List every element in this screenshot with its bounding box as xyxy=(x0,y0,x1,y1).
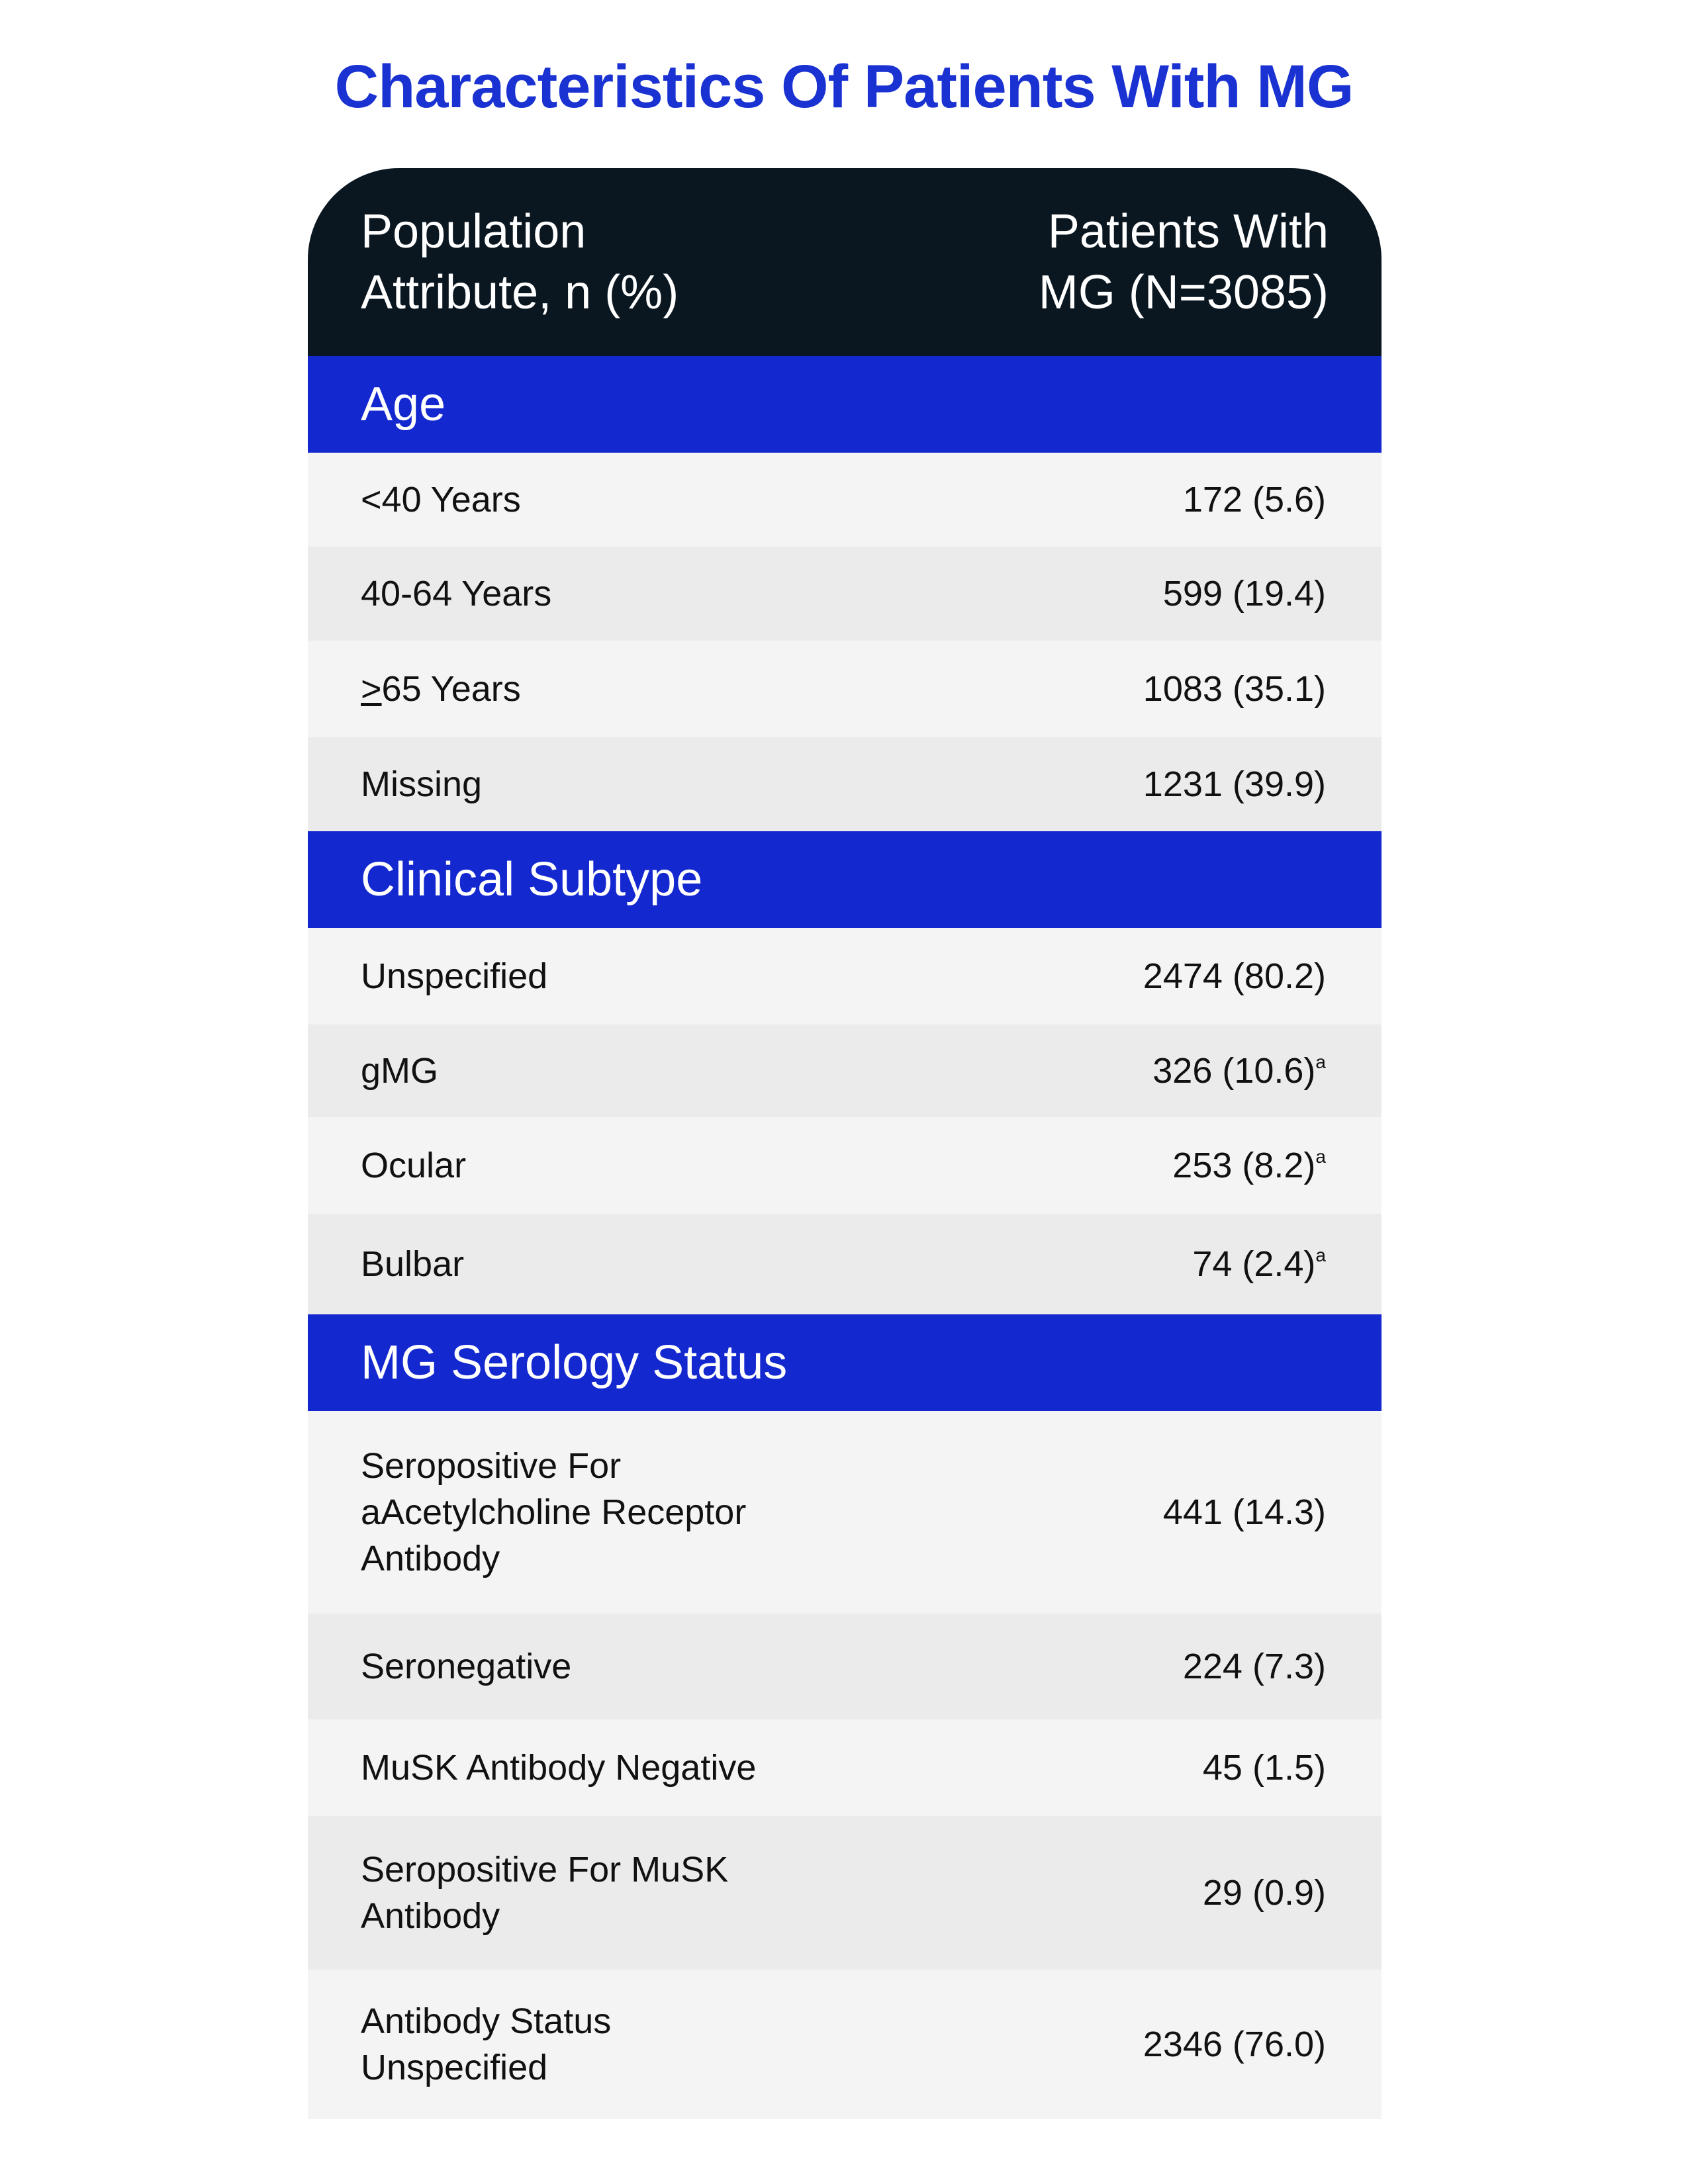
footnote-marker: a xyxy=(1315,1245,1326,1265)
footnote-marker: a xyxy=(1315,1146,1326,1167)
row-label: Missing xyxy=(361,764,483,804)
row-value-text: 326 (10.6) xyxy=(1152,1051,1316,1091)
table-row xyxy=(308,928,1382,1024)
row-value xyxy=(1172,1145,1326,1186)
row-value: 599 (19.4) xyxy=(1162,574,1326,614)
row-value: 45 (1.5) xyxy=(1202,1748,1326,1788)
header-patients-with-mg: Patients With MG (N=3085) xyxy=(1038,205,1329,319)
row-value xyxy=(1152,1050,1326,1091)
row-label: MuSK Antibody Negative xyxy=(361,1748,757,1788)
row-value: 441 (14.3) xyxy=(1162,1492,1326,1532)
row-label: Unspecified xyxy=(361,956,548,996)
section-label: Age xyxy=(361,378,446,431)
table-row xyxy=(308,1214,1382,1314)
row-label: Seropositive For aAcetylcholine Receptor Antibody xyxy=(361,1446,747,1578)
table-header xyxy=(308,168,1382,356)
row-label xyxy=(361,666,824,712)
table-row xyxy=(308,737,1382,831)
section-header-clinical-subtype xyxy=(308,831,1382,928)
greater-or-equal-symbol: > xyxy=(361,669,382,709)
row-value xyxy=(1192,1244,1326,1285)
table-row xyxy=(308,1816,1382,1970)
section-header-mg-serology-status xyxy=(308,1314,1382,1411)
header-population-attribute: Population Attribute, n (%) xyxy=(361,205,679,319)
table-row xyxy=(308,641,1382,737)
page-title: Characteristics Of Patients With MG xyxy=(334,53,1354,120)
section-label: Clinical Subtype xyxy=(361,853,703,906)
table-row xyxy=(308,1117,1382,1214)
characteristics-table xyxy=(308,168,1382,2119)
row-value: 2346 (76.0) xyxy=(1143,2025,1326,2064)
row-label-text: 65 Years xyxy=(381,669,521,709)
row-value: 224 (7.3) xyxy=(1182,1647,1326,1686)
row-label: Seronegative xyxy=(361,1647,572,1686)
row-value: 1083 (35.1) xyxy=(1143,669,1326,709)
row-label: Antibody Status Unspecified xyxy=(361,2001,612,2087)
row-value: 29 (0.9) xyxy=(1202,1873,1326,1913)
row-label: Seropositive For MuSK Antibody xyxy=(361,1850,729,1936)
table-row xyxy=(308,1024,1382,1117)
table-row xyxy=(308,453,1382,547)
row-value: 1231 (39.9) xyxy=(1143,764,1326,804)
row-value: 172 (5.6) xyxy=(1182,480,1326,520)
table-row xyxy=(308,1970,1382,2119)
table-row xyxy=(308,1411,1382,1614)
row-label: Bulbar xyxy=(361,1244,465,1284)
row-label: gMG xyxy=(361,1051,439,1091)
row-label: Ocular xyxy=(361,1146,467,1185)
section-header-age xyxy=(308,356,1382,453)
row-value-text: 253 (8.2) xyxy=(1172,1146,1316,1185)
row-value: 2474 (80.2) xyxy=(1143,956,1326,996)
table-row xyxy=(308,1719,1382,1816)
row-label: <40 Years xyxy=(361,480,521,520)
table-row xyxy=(308,1614,1382,1719)
section-label: MG Serology Status xyxy=(361,1336,788,1389)
footnote-marker: a xyxy=(1315,1052,1326,1072)
row-value-text: 74 (2.4) xyxy=(1192,1244,1316,1284)
row-label: 40-64 Years xyxy=(361,574,552,614)
table-row xyxy=(308,547,1382,641)
